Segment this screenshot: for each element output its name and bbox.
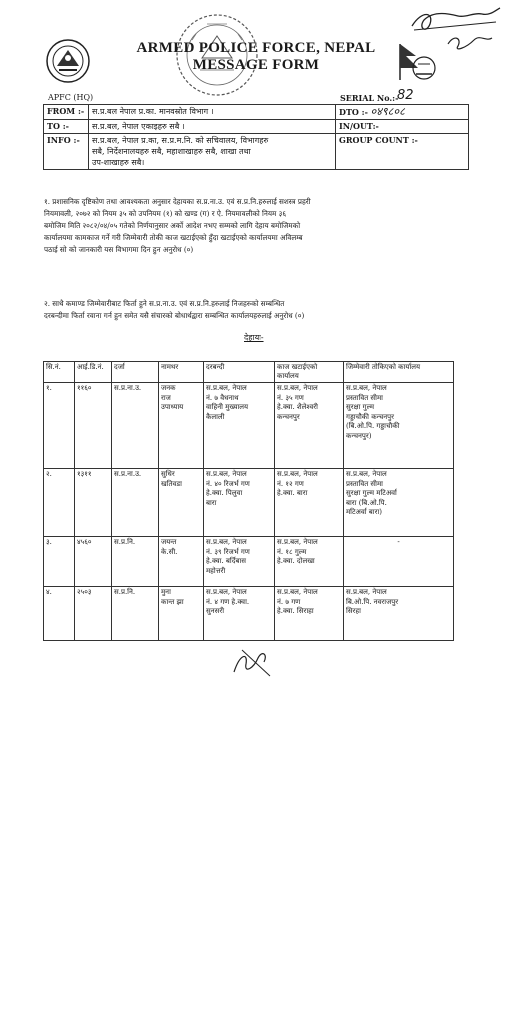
page-title: ARMED POLICE FORCE, NEPAL bbox=[136, 40, 376, 56]
cell-sn: ३. bbox=[44, 537, 75, 587]
cell-line: उपाध्याय bbox=[161, 403, 184, 411]
info-line: स.प्र.बल, नेपाल प्र.का, स.प्र.म.नि. को सचिवालय, विभागहरु bbox=[92, 136, 269, 145]
table-row bbox=[44, 469, 454, 537]
cell-line: नं. १८ गुल्म bbox=[277, 547, 307, 556]
cell-line: (बि.ओ.पि. गड्डाचौकी bbox=[346, 422, 400, 430]
cell-id: १३११ bbox=[75, 469, 112, 537]
cell-line: नं. ७ वैधनाथ bbox=[206, 393, 239, 402]
cell-line: हे.क्वा. पिलुवा bbox=[206, 489, 243, 497]
cell-id: ४५६० bbox=[75, 537, 112, 587]
info-value bbox=[89, 134, 336, 170]
cell-line: स.प्र.बल, नेपाल bbox=[346, 470, 387, 478]
paragraph-line: १. प्रशासनिक दृष्टिकोण तथा आवश्यकता अनुसार देहायका स.प्र.ना.उ. एवं स.प्र.नि.हरुलाई सशस्त्र प्रहरी bbox=[44, 197, 311, 206]
cell-sn: २. bbox=[44, 469, 75, 537]
cell-deployed bbox=[275, 383, 344, 469]
cell-sn: ४. bbox=[44, 587, 75, 641]
cell-line: प्रस्तावित सीमा bbox=[346, 393, 383, 402]
cell-id: ११६० bbox=[75, 383, 112, 469]
cell-line: स.प्र.बल, नेपाल bbox=[346, 384, 387, 392]
cell-line: गड्डाचौकी कन्चनपुर bbox=[346, 412, 394, 421]
col-header: आई.डि.नं. bbox=[75, 362, 112, 383]
cell-line: स.प्र.बल, नेपाल bbox=[206, 538, 247, 546]
from-value: स.प्र.बल नेपाल प्र.का. मानवस्रोत विभाग । bbox=[89, 105, 336, 120]
col-header: दर्जा bbox=[112, 362, 159, 383]
cell-name bbox=[159, 383, 204, 469]
cell-line: नं. ३५ गण bbox=[277, 393, 304, 402]
paragraph-line: नियमावली, २०७२ को नियम ३५ को उपनियम (१) को खण्ड (ग) र ऐ. नियमावलीको नियम ३६ bbox=[44, 209, 287, 218]
cell-line: बि.ओ.पि. नवराजपुर bbox=[346, 597, 399, 606]
dto-cell bbox=[336, 105, 469, 120]
cell-line: हे.क्वा. दोलखा bbox=[277, 557, 315, 565]
cell-line: के.सी. bbox=[161, 547, 178, 556]
cell-line: हे.क्वा. शैलेश्वरी bbox=[277, 403, 318, 411]
page-subtitle: MESSAGE FORM bbox=[192, 57, 320, 73]
paragraph-2 bbox=[44, 298, 468, 322]
col-header: सि.नं. bbox=[44, 362, 75, 383]
paragraph-line: बमोजिम मिति २०८२/०४/०५ गतेको निर्णयानुसार अर्को आदेश नभए सम्मको लागि देहाय बमोजिमको bbox=[44, 221, 301, 230]
cell-line: बारा (बि.ओ.पि. bbox=[346, 498, 387, 507]
table-row bbox=[44, 587, 454, 641]
cell-line: प्रस्तावित सीमा bbox=[346, 479, 383, 488]
cell-line: कन्चनपुर) bbox=[346, 431, 372, 440]
cell-deployed bbox=[275, 537, 344, 587]
cell-line: नं. ७ गण bbox=[277, 597, 301, 606]
cell-sn: १. bbox=[44, 383, 75, 469]
info-label: INFO :- bbox=[44, 134, 89, 170]
cell-rank: स.प्र.नि. bbox=[112, 537, 159, 587]
schedule-label: देहायः- bbox=[244, 333, 264, 342]
cell-name bbox=[159, 469, 204, 537]
paragraph-1 bbox=[44, 196, 468, 256]
group-count-label: GROUP COUNT :- bbox=[336, 134, 469, 170]
cell-line: स.प्र.बल, नेपाल bbox=[277, 384, 318, 392]
col-header: काज खटाईएको कार्यालय bbox=[275, 362, 344, 383]
cell-responsibility bbox=[344, 469, 454, 537]
cell-line: हे.क्वा. बर्दिबास bbox=[206, 557, 246, 565]
table-header-row bbox=[44, 362, 454, 383]
from-label: FROM :- bbox=[44, 105, 89, 120]
assignment-table bbox=[43, 361, 454, 641]
cell-line: जनक bbox=[161, 384, 176, 392]
cell-line: जयन्त bbox=[161, 538, 177, 546]
table-row bbox=[44, 383, 454, 469]
cell-post bbox=[204, 469, 275, 537]
to-value: स.प्र.बल, नेपाल एकाइहरु सबै । bbox=[89, 120, 336, 134]
cell-line: मुना bbox=[161, 588, 171, 596]
cell-line: स.प्र.बल, नेपाल bbox=[346, 588, 387, 596]
cell-line: बारा bbox=[206, 498, 217, 507]
dto-label: DTO :- bbox=[339, 107, 368, 117]
to-label: TO :- bbox=[44, 120, 89, 134]
cell-line: कन्चनपुर bbox=[277, 412, 300, 421]
cell-line: - bbox=[397, 538, 400, 546]
cell-line: नं. ४० रिजर्भ गण bbox=[206, 479, 250, 488]
cell-rank: स.प्र.ना.उ. bbox=[112, 383, 159, 469]
col-header: जिम्मेवारी तोकिएको कार्यालय bbox=[344, 362, 454, 383]
cell-line: स.प्र.बल, नेपाल bbox=[277, 538, 318, 546]
paragraph-line: २. साथै कमाण्ड जिम्मेवारीबाट फिर्ता हुने स.प्र.ना.उ. एवं स.प्र.नि.हरुलाई निजहरुको सम्बन्धित bbox=[44, 299, 285, 308]
apf-emblem-logo bbox=[45, 38, 91, 84]
cell-line: स.प्र.बल, नेपाल bbox=[206, 470, 247, 478]
cell-deployed bbox=[275, 587, 344, 641]
cell-line: स.प्र.बल, नेपाल bbox=[206, 384, 247, 392]
paragraph-line: पठाई सो को जानकारी यस विभागमा दिन हुन अनुरोध (०) bbox=[44, 245, 194, 254]
cell-line: सिरहा bbox=[346, 607, 361, 615]
cell-line: सुरक्षा गुल्म bbox=[346, 403, 375, 411]
serial-label: SERIAL No.:- bbox=[340, 93, 399, 103]
cell-id: २५०३ bbox=[75, 587, 112, 641]
cell-rank: स.प्र.नि. bbox=[112, 587, 159, 641]
dto-value: ०४९८०८ bbox=[370, 105, 405, 118]
cell-responsibility bbox=[344, 537, 454, 587]
cell-rank: स.प्र.ना.उ. bbox=[112, 469, 159, 537]
cell-line: स.प्र.बल, नेपाल bbox=[277, 470, 318, 478]
cell-line: नं. १२ गण bbox=[277, 479, 304, 488]
info-line: उप-शाखाहरु सबै। bbox=[92, 158, 145, 167]
cell-line: सुरक्षा गुल्म मटिअर्वा bbox=[346, 489, 397, 497]
cell-line: महोत्तरी bbox=[206, 566, 226, 575]
serial-number: 82 bbox=[397, 88, 414, 103]
cell-line: स.प्र.बल, नेपाल bbox=[277, 588, 318, 596]
nepal-flag-emblem-logo bbox=[392, 40, 438, 84]
cell-line: हे.क्वा. सिराहा bbox=[277, 607, 314, 615]
paragraph-line: दरबन्दीमा फिर्ता रवाना गर्न हुन समेत यसै संचारको बोधार्थद्वारा सम्बन्धित कार्यालयहरुलाई अनुरोध (०) bbox=[44, 311, 305, 320]
cell-post bbox=[204, 383, 275, 469]
bottom-signature bbox=[228, 644, 278, 680]
cell-deployed bbox=[275, 469, 344, 537]
info-line: सबै, निर्देशनालयहरु सबै, महाशाखाहरु सबै, शाखा तथा bbox=[92, 147, 251, 156]
col-header: नामथर bbox=[159, 362, 204, 383]
cell-line: राज bbox=[161, 393, 171, 402]
paragraph-line: कार्यालयमा कामकाज गर्ने गरी जिम्मेवारी तोकी काज खटाईएको हुँदा खटाईएको कार्यालयमा अविलम्ब bbox=[44, 233, 303, 242]
cell-post bbox=[204, 587, 275, 641]
cell-responsibility bbox=[344, 587, 454, 641]
cell-line: खतिवडा bbox=[161, 479, 182, 488]
cell-line: कान्त झा bbox=[161, 597, 184, 606]
cell-line: सुधिर bbox=[161, 470, 175, 478]
message-header-table bbox=[43, 104, 469, 170]
cell-responsibility bbox=[344, 383, 454, 469]
cell-line: स.प्र.बल, नेपाल bbox=[206, 588, 247, 596]
office-code: APFC (HQ) bbox=[48, 93, 94, 102]
cell-line: कैलाली bbox=[206, 412, 225, 421]
cell-name bbox=[159, 587, 204, 641]
cell-line: मटिअर्वा बारा) bbox=[346, 508, 383, 516]
cell-line: नं. ४ गण हे.क्वा. bbox=[206, 597, 250, 606]
cell-name bbox=[159, 537, 204, 587]
col-header: दरबन्दी bbox=[204, 362, 275, 383]
cell-line: सुनसरी bbox=[206, 607, 225, 615]
cell-line: हे.क्वा. बारा bbox=[277, 489, 308, 497]
inout-label: IN/OUT:- bbox=[336, 120, 469, 134]
cell-line: नं. ३९ रिजर्भ गण bbox=[206, 547, 250, 556]
cell-line: वाहिनी मुख्यालय bbox=[206, 403, 249, 411]
table-row bbox=[44, 537, 454, 587]
cell-post bbox=[204, 537, 275, 587]
